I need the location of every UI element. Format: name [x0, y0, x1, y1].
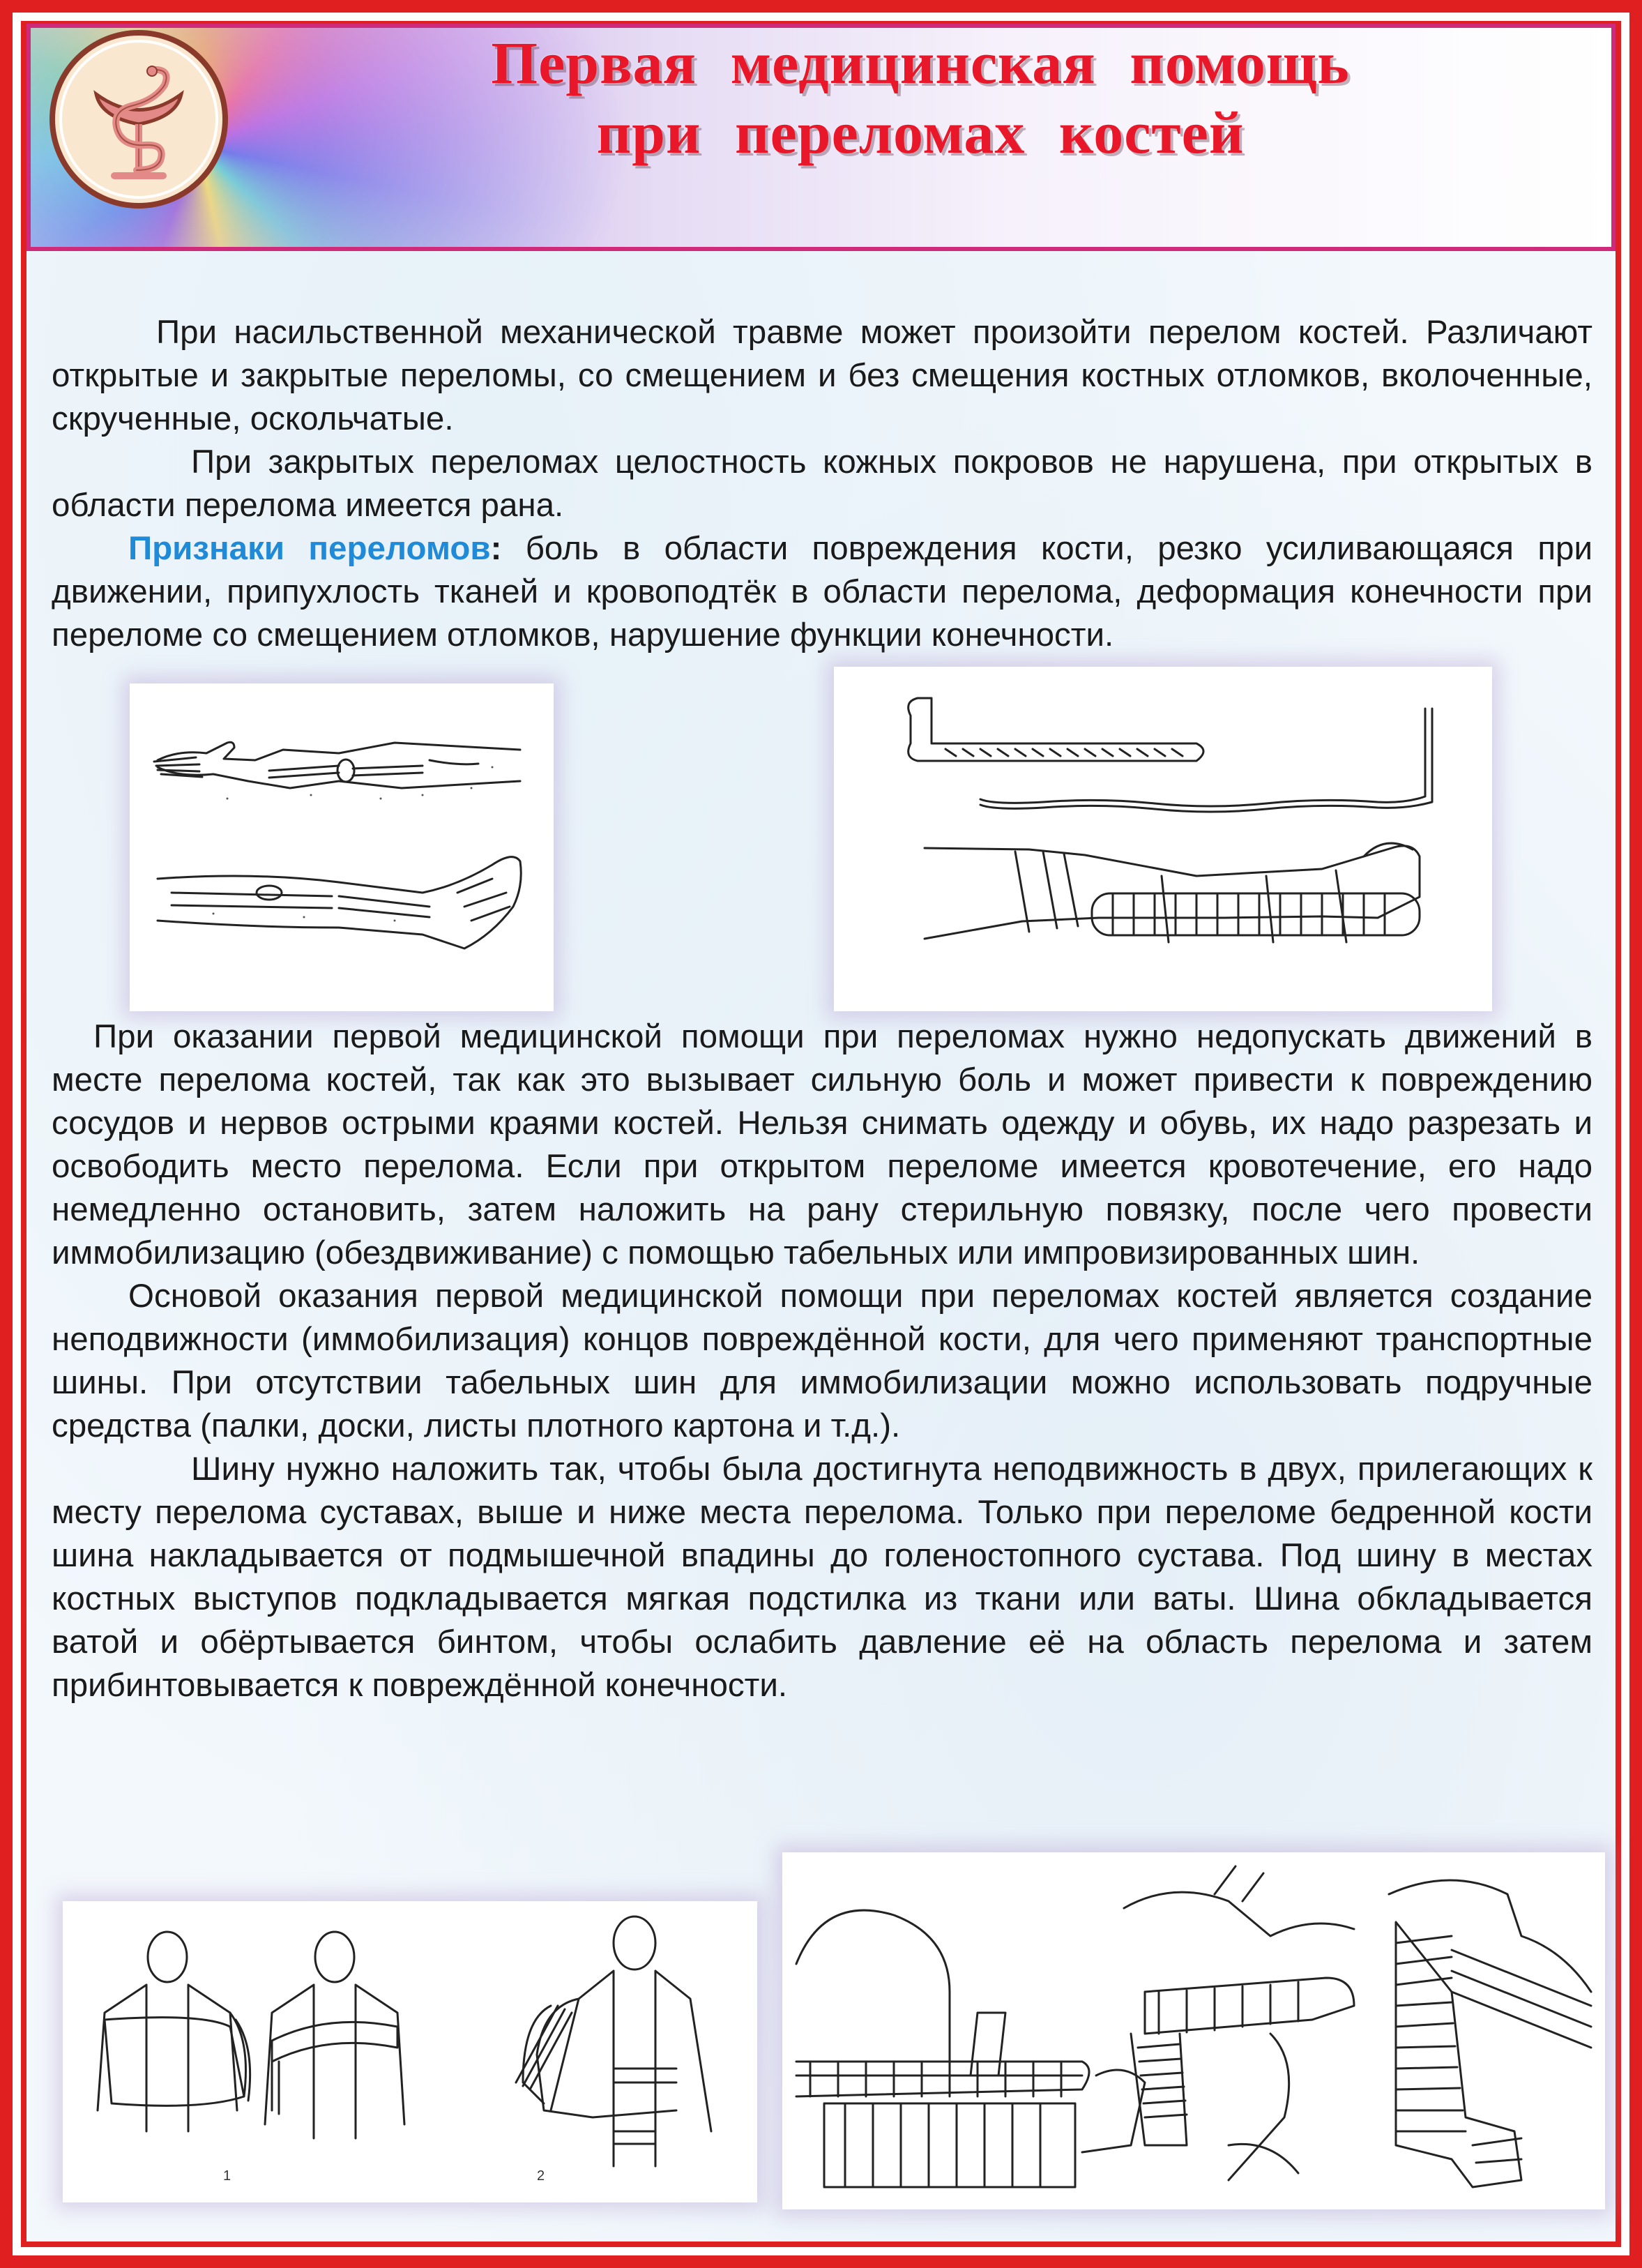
first-aid-text-block — [52, 1015, 1592, 1707]
intro-text-block — [52, 311, 1592, 657]
figure-number-1: 1 — [223, 2168, 231, 2184]
paragraph-fracture-types: При насильственной механической травме может произойти перелом костей. Различают открытые и закрытые переломы, со смещением и без смещения костных отломков, вколоченные, скрученные, оскольчатые. — [52, 314, 1592, 437]
bandaging-sequence-drawing — [782, 1852, 1605, 2209]
signs-text: боль в области повреждения кости, резко усиливающаяся при движении, припухлость тканей и кровоподтёк в области перелома, деформация конечности при переломе со смещением отломков, нарушение функции конечности. — [52, 530, 1592, 653]
bowl-of-hygieia-icon — [47, 28, 230, 211]
limb-fracture-drawing — [130, 683, 554, 1011]
page-title — [300, 28, 1541, 167]
figure-bandaging-sequence — [782, 1852, 1605, 2209]
paragraph-closed-open: При закрытых переломах целостность кожных покровов не нарушена, при открытых в области перелома имеется рана. — [52, 444, 1592, 524]
signs-colon: : — [490, 530, 502, 567]
paragraph-immobilization: Основой оказания первой медицинской помощи при переломах костей является создание неподвижности (иммобилизация) концов повреждённой кости, для чего применяют транспортные шины. При отсутствии табельных шин для иммобилизации можно использовать подручные средства (палки, доски, листы плотного картона и т.д.). — [52, 1278, 1592, 1444]
figure-limb-fractures — [130, 683, 554, 1011]
paragraph-first-aid: При оказании первой медицинской помощи при переломах нужно недопускать движений в месте перелома костей, так как это вызывает сильную боль и может привести к повреждению сосудов и нервов острыми краями костей. Нельзя снимать одежду и обувь, их надо разрезать и освободить место перелома. Если при открытом переломе имеется кровотечение, его надо немедленно остановить, затем наложить на рану стерильную повязку, после чего провести иммобилизацию (обездвиживание) с помощью табельных или импровизированных шин. — [52, 1018, 1592, 1271]
figure-number-2: 2 — [537, 2168, 545, 2184]
page-title-line-2: при переломах костей — [596, 99, 1245, 166]
paragraph-signs — [52, 527, 1592, 657]
signs-label: Признаки переломов — [128, 530, 491, 567]
figure-splints — [834, 667, 1492, 1011]
paragraph-splint-application: Шину нужно наложить так, чтобы была достигнута неподвижность в двух, прилегающих к месту перелома суставах, выше и ниже места перелома. Только при переломе бедренной кости шина накладывается от подмышечной впадины до голеностопного сустава. Под шину в местах костных выступов подкладывается мягкая подстилка из ткани или ваты. Шина обкладывается ватой и обёртывается бинтом, чтобы ослабить давление её на область перелома и затем прибинтовывается к повреждённой конечности. — [52, 1451, 1592, 1704]
page-title-line-1: Первая медицинская помощь — [491, 29, 1350, 96]
figure-arm-immobilization — [63, 1901, 757, 2202]
splint-drawing — [834, 667, 1492, 1011]
arm-immobilization-drawing — [63, 1901, 757, 2202]
